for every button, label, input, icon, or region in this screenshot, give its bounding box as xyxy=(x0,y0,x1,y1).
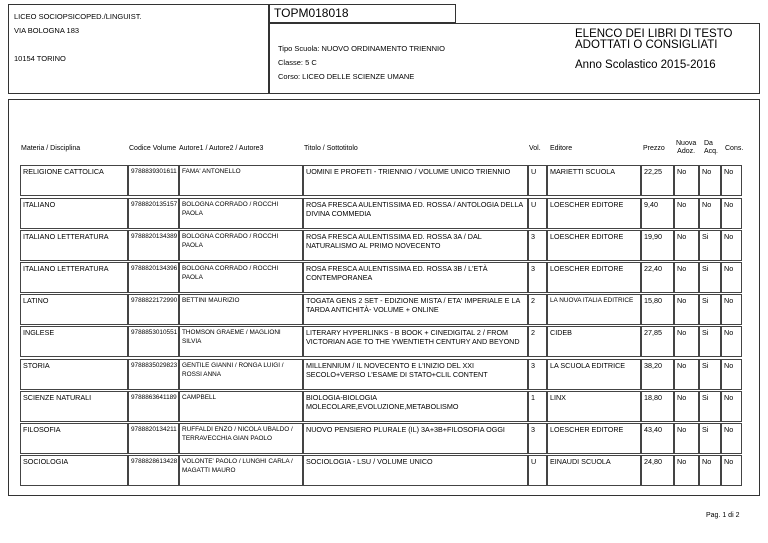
cell-da: Si xyxy=(699,294,721,325)
cell-autori: FAMA' ANTONELLO xyxy=(179,165,303,196)
cell-vol: 3 xyxy=(528,423,547,454)
col-da-line2: Acq. xyxy=(704,148,719,155)
cell-editore: LOESCHER EDITORE xyxy=(547,423,641,454)
cell-vol: 2 xyxy=(528,294,547,325)
cell-prezzo: 15,80 xyxy=(641,294,674,325)
col-nuova-line1: Nuova xyxy=(676,140,697,147)
cell-prezzo: 24,80 xyxy=(641,455,674,486)
cell-editore: LOESCHER EDITORE xyxy=(547,198,641,229)
school-name: LICEO SOCIOPSICOPED./LINGUIST. xyxy=(14,12,142,21)
cell-codice: 9788820134211 xyxy=(128,423,179,454)
cell-editore: MARIETTI SCUOLA xyxy=(547,165,641,196)
cell-editore: LA NUOVA ITALIA EDITRICE xyxy=(547,294,641,325)
title-line-1: ELENCO DEI LIBRI DI TESTO xyxy=(575,28,733,40)
cell-da: Si xyxy=(699,391,721,422)
title-line-2: ADOTTATI O CONSIGLIATI xyxy=(575,39,718,51)
tipo-scuola: Tipo Scuola: NUOVO ORDINAMENTO TRIENNIO xyxy=(278,44,445,53)
cell-autori: BOLOGNA CORRADO / ROCCHI PAOLA xyxy=(179,198,303,229)
cell-prezzo: 22,25 xyxy=(641,165,674,196)
cell-nuova: No xyxy=(674,359,699,390)
cell-materia: ITALIANO xyxy=(20,198,128,229)
cell-vol: U xyxy=(528,165,547,196)
cell-da: No xyxy=(699,198,721,229)
cell-codice: 9788820135157 xyxy=(128,198,179,229)
cell-titolo: ROSA FRESCA AULENTISSIMA ED. ROSSA 3B / L'ETÀ CONTEMPORANEA xyxy=(303,262,528,293)
cell-titolo: MILLENNIUM / IL NOVECENTO E L'INIZIO DEL XXI SECOLO+VERSO L'ESAME DI STATO+CLIL CONTENT xyxy=(303,359,528,390)
cell-materia: LATINO xyxy=(20,294,128,325)
col-nuova xyxy=(676,140,696,156)
cell-autori: GENTILE GIANNI / RONGA LUIGI / ROSSI ANNA xyxy=(179,359,303,390)
col-nuova-line2: Adoz. xyxy=(677,148,696,155)
cell-titolo: ROSA FRESCA AULENTISSIMA ED. ROSSA 3A / DAL NATURALISMO AL PRIMO NOVECENTO xyxy=(303,230,528,261)
cell-nuova: No xyxy=(674,198,699,229)
page-number: Pag. 1 di 2 xyxy=(706,512,740,519)
school-city: 10154 TORINO xyxy=(14,54,66,63)
cell-autori: CAMPBELL xyxy=(179,391,303,422)
school-year: Anno Scolastico 2015-2016 xyxy=(575,59,716,71)
cell-autori: BOLOGNA CORRADO / ROCCHI PAOLA xyxy=(179,262,303,293)
cell-nuova: No xyxy=(674,294,699,325)
col-da-line1: Da xyxy=(704,140,713,147)
cell-codice: 9788822172990 xyxy=(128,294,179,325)
cell-nuova: No xyxy=(674,455,699,486)
col-codice: Codice Volume xyxy=(129,145,177,152)
cell-nuova: No xyxy=(674,230,699,261)
cell-cons: No xyxy=(721,294,742,325)
col-materia: Materia / Disciplina xyxy=(21,145,81,152)
col-prezzo: Prezzo xyxy=(643,145,665,152)
corso: Corso: LICEO DELLE SCIENZE UMANE xyxy=(278,72,415,81)
cell-titolo: SOCIOLOGIA - LSU / VOLUME UNICO xyxy=(303,455,528,486)
cell-codice: 9788820134396 xyxy=(128,262,179,293)
document-title xyxy=(575,29,732,51)
cell-prezzo: 27,85 xyxy=(641,326,674,357)
cell-codice: 9788853010551 xyxy=(128,326,179,357)
cell-autori: BETTINI MAURIZIO xyxy=(179,294,303,325)
cell-codice: 9788863641189 xyxy=(128,391,179,422)
cell-codice: 9788835029823 xyxy=(128,359,179,390)
col-autori: Autore1 / Autore2 / Autore3 xyxy=(179,145,264,152)
cell-materia: SOCIOLOGIA xyxy=(20,455,128,486)
cell-prezzo: 22,40 xyxy=(641,262,674,293)
cell-autori: VOLONTE' PAOLO / LUNGHI CARLA / MAGATTI MAURO xyxy=(179,455,303,486)
cell-vol: U xyxy=(528,198,547,229)
cell-vol: 1 xyxy=(528,391,547,422)
cell-autori: BOLOGNA CORRADO / ROCCHI PAOLA xyxy=(179,230,303,261)
cell-materia: STORIA xyxy=(20,359,128,390)
cell-cons: No xyxy=(721,230,742,261)
cell-nuova: No xyxy=(674,165,699,196)
col-da xyxy=(704,140,718,156)
cell-titolo: BIOLOGIA-BIOLOGIA MOLECOLARE,EVOLUZIONE,METABOLISMO xyxy=(303,391,528,422)
cell-materia: ITALIANO LETTERATURA xyxy=(20,230,128,261)
cell-da: Si xyxy=(699,326,721,357)
cell-cons: No xyxy=(721,455,742,486)
cell-autori: THOMSON GRAEME / MAGLIONI SILVIA xyxy=(179,326,303,357)
cell-nuova: No xyxy=(674,326,699,357)
cell-cons: No xyxy=(721,359,742,390)
cell-editore: LINX xyxy=(547,391,641,422)
cell-materia: INGLESE xyxy=(20,326,128,357)
cell-vol: 3 xyxy=(528,230,547,261)
cell-da: Si xyxy=(699,359,721,390)
cell-editore: CIDEB xyxy=(547,326,641,357)
cell-cons: No xyxy=(721,391,742,422)
cell-cons: No xyxy=(721,262,742,293)
cell-prezzo: 9,40 xyxy=(641,198,674,229)
col-editore: Editore xyxy=(550,145,573,152)
cell-editore: LOESCHER EDITORE xyxy=(547,262,641,293)
cell-da: Si xyxy=(699,230,721,261)
cell-vol: 3 xyxy=(528,262,547,293)
cell-editore: EINAUDI SCUOLA xyxy=(547,455,641,486)
classe: Classe: 5 C xyxy=(278,58,317,67)
cell-cons: No xyxy=(721,423,742,454)
cell-editore: LA SCUOLA EDITRICE xyxy=(547,359,641,390)
cell-codice: 9788839301611 xyxy=(128,165,179,196)
cell-nuova: No xyxy=(674,262,699,293)
cell-cons: No xyxy=(721,198,742,229)
cell-materia: SCIENZE NATURALI xyxy=(20,391,128,422)
cell-da: No xyxy=(699,165,721,196)
cell-titolo: UOMINI E PROFETI - TRIENNIO / VOLUME UNICO TRIENNIO xyxy=(303,165,528,196)
cell-prezzo: 18,80 xyxy=(641,391,674,422)
cell-codice: 9788828613428 xyxy=(128,455,179,486)
school-address: VIA BOLOGNA 183 xyxy=(14,26,80,35)
cell-titolo: LITERARY HYPERLINKS - B BOOK + CINEDIGITAL 2 / FROM VICTORIAN AGE TO THE YWENTIETH CENTURY AND BEYOND xyxy=(303,326,528,357)
col-vol: Vol. xyxy=(529,145,541,152)
cell-autori: RUFFALDI ENZO / NICOLA UBALDO / TERRAVECCHIA GIAN PAOLO xyxy=(179,423,303,454)
cell-materia: FILOSOFIA xyxy=(20,423,128,454)
cell-prezzo: 43,40 xyxy=(641,423,674,454)
cell-codice: 9788820134389 xyxy=(128,230,179,261)
cell-vol: 3 xyxy=(528,359,547,390)
cell-titolo: TOGATA GENS 2 SET - EDIZIONE MISTA / ETA' IMPERIALE E LA TARDA ANTICHITÀ- VOLUME + ONLINE xyxy=(303,294,528,325)
col-titolo: Titolo / Sottotitolo xyxy=(304,145,358,152)
cell-vol: U xyxy=(528,455,547,486)
cell-nuova: No xyxy=(674,423,699,454)
cell-titolo: ROSA FRESCA AULENTISSIMA ED. ROSSA / ANTOLOGIA DELLA DIVINA COMMEDIA xyxy=(303,198,528,229)
school-code: TOPM018018 xyxy=(269,4,456,23)
cell-cons: No xyxy=(721,165,742,196)
cell-da: Si xyxy=(699,423,721,454)
cell-materia: ITALIANO LETTERATURA xyxy=(20,262,128,293)
cell-da: No xyxy=(699,455,721,486)
cell-editore: LOESCHER EDITORE xyxy=(547,230,641,261)
cell-vol: 2 xyxy=(528,326,547,357)
cell-materia: RELIGIONE CATTOLICA xyxy=(20,165,128,196)
cell-prezzo: 38,20 xyxy=(641,359,674,390)
cell-prezzo: 19,90 xyxy=(641,230,674,261)
cell-nuova: No xyxy=(674,391,699,422)
col-cons: Cons. xyxy=(725,145,744,152)
cell-titolo: NUOVO PENSIERO PLURALE (IL) 3A+3B+FILOSOFIA OGGI xyxy=(303,423,528,454)
cell-cons: No xyxy=(721,326,742,357)
cell-da: Si xyxy=(699,262,721,293)
